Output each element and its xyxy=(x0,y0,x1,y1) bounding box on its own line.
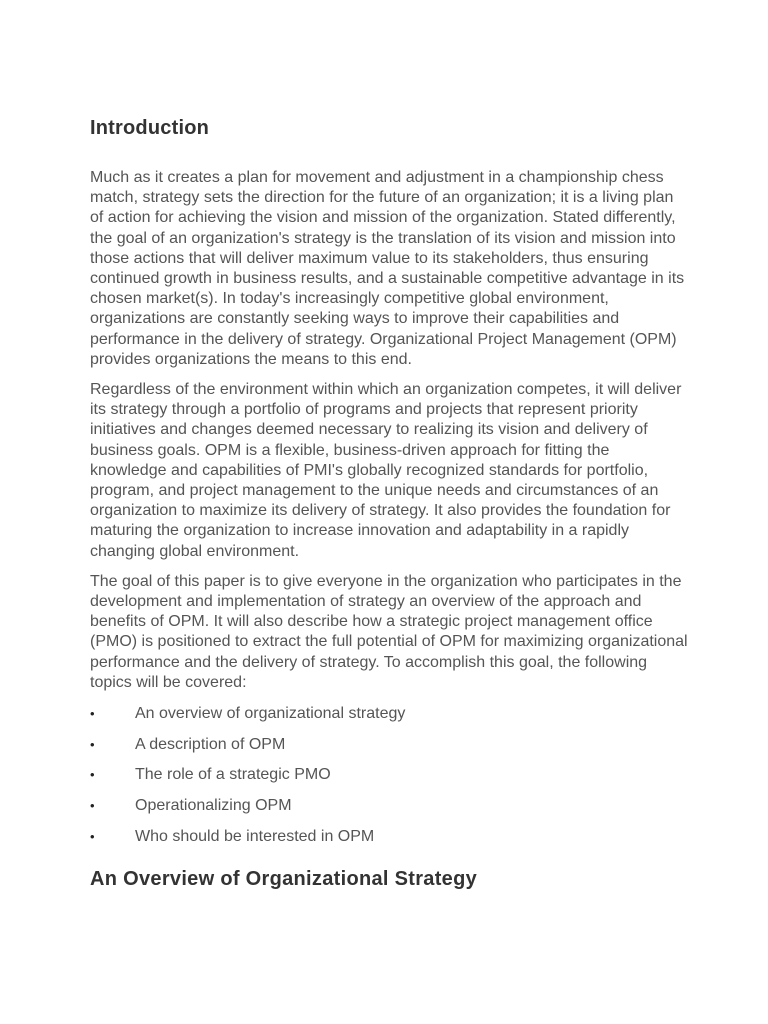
bullet-icon: • xyxy=(90,767,95,783)
topics-list xyxy=(90,704,690,847)
paragraph: The goal of this paper is to give everyone in the organization who participates in the development and implementation of strategy an overview of the approach and benefits of OPM. It will also describe how a strategic project management office (PMO) is positioned to extract the full potential of OPM for maximizing organizational performance and the delivery of strategy. To accomplish this goal, the following topics will be covered: xyxy=(90,572,688,691)
list-item-label: The role of a strategic PMO xyxy=(135,766,331,784)
bullet-icon: • xyxy=(90,828,95,844)
list-item-label: Operationalizing OPM xyxy=(135,797,292,815)
section-heading: An Overview of Organizational Strategy xyxy=(90,867,478,890)
bullet-icon: • xyxy=(90,798,95,814)
document-page xyxy=(90,112,690,893)
list-item xyxy=(90,704,690,724)
paragraph: Regardless of the environment within which an organization competes, it will deliver its strategy through a portfolio of programs and projects that represent priority initiatives and changes deemed necessary to realizing its vision and delivery of business goals. OPM is a flexible, business-driven approach for fitting the knowledge and capabilities of PMI's globally recognized standards for portfolio, program, and project management to the unique needs and circumstances of an organization to maximize its delivery of strategy. It also provides the foundation for maturing the organization to increase innovation and adaptability in a rapidly changing global environment. xyxy=(90,381,682,560)
list-item xyxy=(90,735,690,755)
list-item xyxy=(90,765,690,785)
list-item-label: Who should be interested in OPM xyxy=(135,827,375,845)
paragraph: Much as it creates a plan for movement and adjustment in a championship chess match, strategy sets the direction for the future of an organization; it is a living plan of action for achieving the vision and mission of the organization. Stated differently, the goal of an organization's strategy is the translation of its vision and mission into those actions that will deliver maximum value to its stakeholders, thus ensuring continued growth in business results, and a sustainable competitive advantage in its chosen market(s). In today's increasingly competitive global environment, organizations are constantly seeking ways to improve their capabilities and performance in the delivery of strategy. Organizational Project Management (OPM) provides organizations the means to this end. xyxy=(90,169,685,368)
bullet-icon: • xyxy=(90,706,95,722)
bullet-icon: • xyxy=(90,736,95,752)
list-item xyxy=(90,827,690,847)
list-item-label: A description of OPM xyxy=(135,735,286,753)
list-item xyxy=(90,796,690,816)
list-item-label: An overview of organizational strategy xyxy=(135,705,406,723)
page-title: Introduction xyxy=(90,117,210,139)
